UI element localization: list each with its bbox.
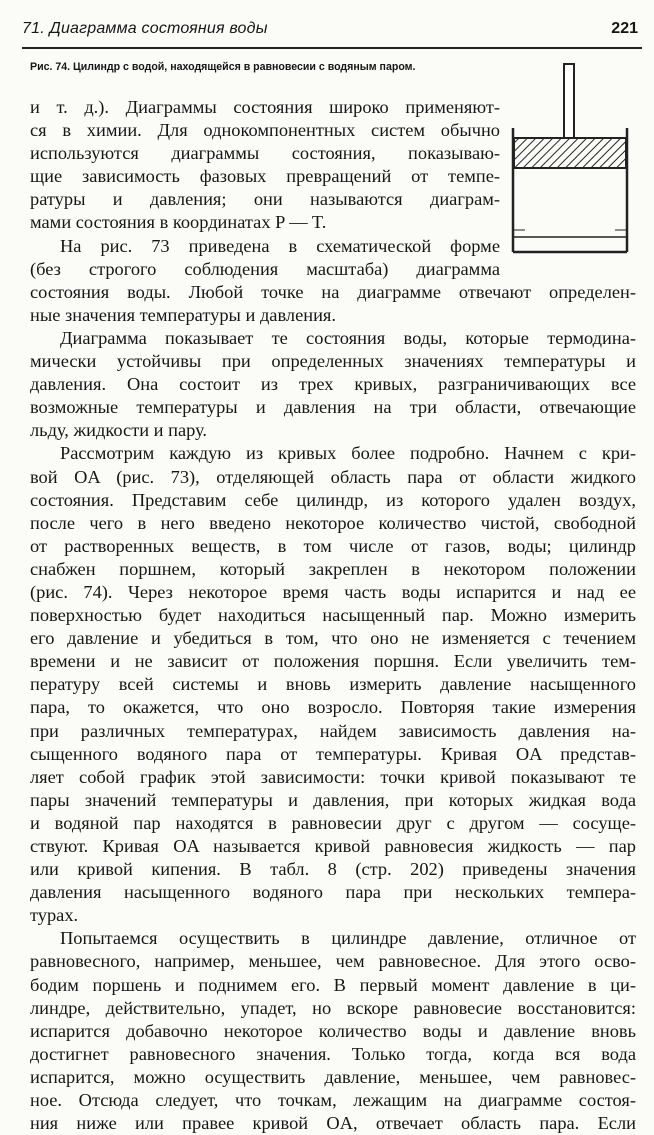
text-line: пара, то окажется, что оно возросло. Повторяя такие измерения (30, 697, 636, 718)
text-line: щие зависимость фазовых превращений от темпе- (30, 166, 500, 187)
text-line: Попытаемся осуществить в цилиндре давление, отличное от (60, 928, 636, 949)
text-line: давления насыщенного водяного пара при нескольких темпера- (30, 882, 636, 903)
text-line: используются диаграммы состояния, показываю- (30, 143, 500, 164)
text-line: состояния. Представим себе цилиндр, из которого удален воздух, (30, 489, 636, 510)
text-line: ратуры и давления; они называются диаграм- (30, 189, 500, 210)
text-line: и водяной пар находятся в равновесии друг с другом — сосуще- (30, 812, 636, 833)
text-line: ляет собой график этой зависимости: точки кривой показывают те (30, 766, 636, 787)
text-line: линдре, действительно, упадет, но вскоре равновесие восстановится: (30, 997, 636, 1018)
text-line: льду, жидкости и пару. (30, 420, 208, 441)
text-line: его давление и убедиться в том, что оно не изменяется с течением (30, 628, 636, 649)
text-line: возможные температуры и давления на три области, отвечающие (30, 397, 636, 418)
text-line: после чего в него введено некоторое количество чистой, свободной (30, 512, 636, 533)
text-line: давления. Она состоит из трех кривых, разграничивающих все (30, 374, 636, 395)
text-line: ные значения температуры и давления. (30, 304, 336, 325)
text-line: ния ниже или правее кривой OA, отвечает область пара. Если (30, 1113, 636, 1134)
text-line: ное. Отсюда следует, что точкам, лежащим на диаграмме состоя- (30, 1090, 636, 1111)
figure-caption: Рис. 74. Цилиндр с водой, находящейся в равновесии с водяным паром. (30, 61, 416, 73)
header-rule (22, 47, 642, 49)
text-line: вой OA (рис. 73), отделяющей область пара от области жидкого (30, 466, 636, 487)
text-line: мически устойчивы при определенных значениях температуры и (30, 351, 636, 372)
section-title: 71. Диаграмма состояния воды (22, 20, 268, 37)
text-line: достигнет равновесного значения. Только тогда, когда вся вода (30, 1043, 636, 1064)
text-line: и т. д.). Диаграммы состояния широко применяют- (30, 97, 500, 117)
text-line: ствуют. Кривая OA называется кривой равновесия жидкость — пар (30, 836, 636, 856)
page-header (22, 20, 642, 46)
page-number: 221 (611, 20, 638, 37)
text-line: испарится добавочно некоторое количество воды и давление вновь (30, 1020, 636, 1041)
text-line: турах. (30, 905, 79, 926)
text-line: (рис. 74). Через некоторое время часть воды испарится и над ее (30, 581, 636, 602)
text-line: пары значений температуры и давления, при которых жидкая вода (30, 789, 636, 810)
text-line: или кривой кипения. В табл. 8 (стр. 202) приведены значения (30, 859, 636, 880)
text-line: равновесного, например, меньшее, чем равновесное. Для этого осво- (30, 951, 636, 972)
text-line: Рассмотрим каждую из кривых более подробно. Начнем с кри- (60, 443, 636, 464)
text-line: ся в химии. Для однокомпонентных систем обычно (30, 120, 500, 141)
body-text (30, 96, 636, 1135)
text-line: сыщенного водяного пара от температуры. Кривая OA представ- (30, 743, 636, 764)
text-line: (без строгого соблюдения масштаба) диаграмма (30, 258, 500, 279)
text-line: Диаграмма показывает те состояния воды, которые термодина- (60, 327, 636, 348)
text-line: мами состояния в координатах P — T. (30, 212, 327, 233)
text-line: времени и не зависит от положения поршня. Если увеличить тем- (30, 651, 636, 672)
text-line: бодим поршень и поднимем его. В первый момент давление в ци- (30, 974, 636, 995)
text-beside-figure (30, 96, 636, 281)
text-full-width (30, 281, 636, 1135)
text-line: испарится, можно осуществить давление, меньшее, чем равновес- (30, 1066, 636, 1087)
text-line: На рис. 73 приведена в схематической форме (60, 235, 500, 256)
text-line: снабжен поршнем, который закреплен в некотором положении (30, 558, 636, 579)
text-line: от растворенных веществ, в том числе от газов, воды; цилиндр (30, 535, 636, 556)
text-line: пературу всей системы и вновь измерить давление насыщенного (30, 674, 636, 695)
text-line: состояния воды. Любой точке на диаграмме отвечают определен- (30, 281, 636, 302)
text-line: при различных температурах, найдем зависимость давления на- (30, 720, 636, 741)
text-line: поверхностью будет находиться насыщенный пар. Можно измерить (30, 605, 636, 626)
